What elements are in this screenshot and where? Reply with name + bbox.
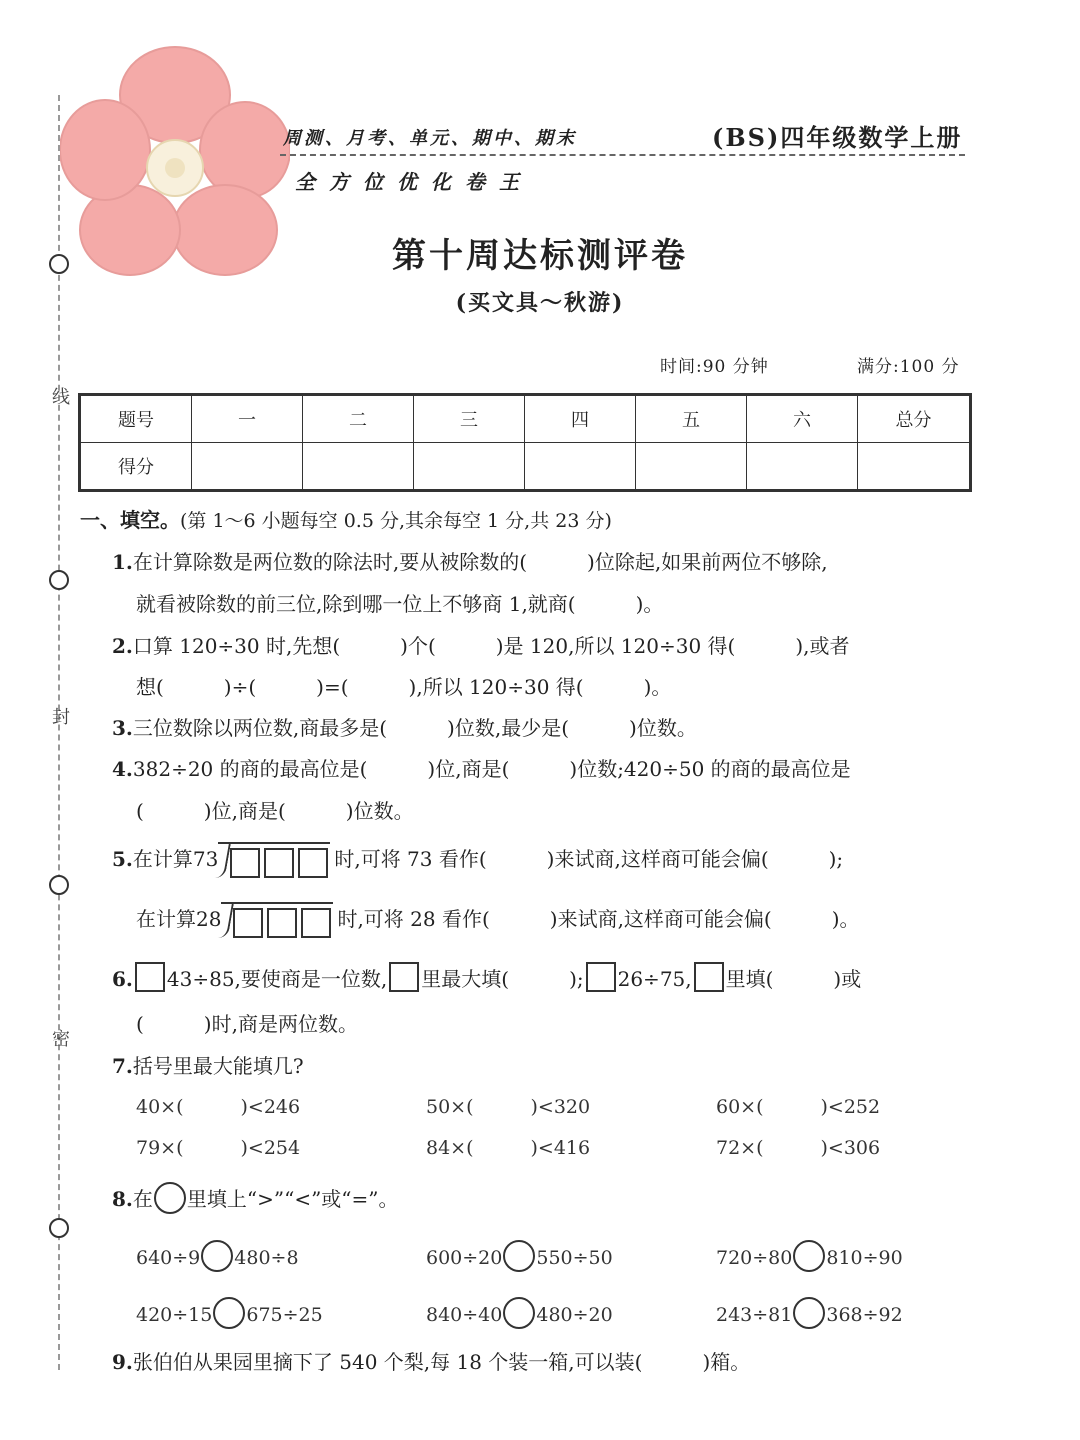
table-header: 三 (414, 395, 525, 443)
table-header: 一 (192, 395, 303, 443)
expr-right: 550÷50 (536, 1247, 613, 1269)
digit-box[interactable] (230, 848, 260, 878)
question-9 (112, 1346, 750, 1375)
question-text: 口算 120÷30 时,先想( )个( )是 120,所以 120÷30 得( ),或者 (132, 634, 850, 658)
time-limit: 时间:90 分钟 (660, 357, 769, 377)
compare-circle[interactable] (503, 1240, 535, 1272)
question-text: 26÷75, (617, 967, 692, 991)
question-text: ( )时,商是两位数。 (136, 1012, 358, 1036)
expr-left: 243÷81 (716, 1304, 793, 1326)
book-label: (BS)四年级数学上册 (712, 123, 963, 152)
question-text: 里填( )或 (725, 967, 862, 991)
question-text: 想( )÷( )=( ),所以 120÷30 得( )。 (136, 675, 672, 699)
fill-item: 40×( )<246 (136, 1096, 301, 1118)
question-number: 2. (112, 634, 133, 658)
row-label: 得分 (80, 443, 192, 491)
binding-char: 密 (52, 1029, 70, 1050)
table-header: 六 (747, 395, 858, 443)
question-text: ( )位,商是( )位数。 (136, 799, 414, 823)
compare-circle[interactable] (793, 1240, 825, 1272)
question-number: 3. (112, 716, 133, 740)
binding-char: 线 (52, 387, 70, 408)
digit-box[interactable] (135, 962, 165, 992)
question-5b (136, 902, 860, 938)
expr-right: 368÷92 (826, 1304, 903, 1326)
digit-box[interactable] (298, 848, 328, 878)
section-title: 一、填空。 (80, 508, 180, 532)
question-3 (112, 712, 697, 741)
question-text: 三位数除以两位数,商最多是( )位数,最少是( )位数。 (132, 716, 697, 740)
table-row (80, 395, 971, 443)
compare-item (136, 1240, 299, 1272)
expr-left: 420÷15 (136, 1304, 213, 1326)
question-number: 1. (112, 550, 133, 574)
score-cell[interactable] (858, 443, 971, 491)
question-text: 382÷20 的商的最高位是( )位,商是( )位数;420÷50 的商的最高位是 (132, 757, 851, 781)
question-text: 43÷85,要使商是一位数, (166, 967, 388, 991)
section-heading (80, 504, 612, 533)
question-text: 张伯伯从果园里摘下了 540 个梨,每 18 个装一箱,可以装( )箱。 (132, 1350, 751, 1374)
score-cell[interactable] (414, 443, 525, 491)
compare-item (426, 1297, 613, 1329)
table-header: 四 (525, 395, 636, 443)
full-score: 满分:100 分 (857, 357, 960, 377)
digit-box[interactable] (264, 848, 294, 878)
question-text: 在 (132, 1187, 153, 1211)
header-divider (280, 154, 965, 156)
question-text: 在计算28 (136, 907, 222, 931)
digit-box[interactable] (389, 962, 419, 992)
expr-left: 720÷80 (716, 1247, 793, 1269)
compare-circle[interactable] (201, 1240, 233, 1272)
series-label: 周测、月考、单元、期中、期末 (283, 128, 577, 149)
question-6 (112, 962, 861, 992)
compare-item (716, 1297, 903, 1329)
score-table (78, 393, 972, 492)
fill-item: 60×( )<252 (716, 1096, 881, 1118)
question-number: 8. (112, 1187, 133, 1211)
binding-char: 封 (52, 707, 70, 728)
question-text: 在计算除数是两位数的除法时,要从被除数的( )位除起,如果前两位不够除, (132, 550, 828, 574)
question-text: 就看被除数的前三位,除到哪一位上不够商 1,就商( )。 (136, 592, 664, 616)
circle-hole-icon (49, 1218, 69, 1238)
compare-item (136, 1297, 323, 1329)
expr-right: 480÷8 (234, 1247, 299, 1269)
circle-hole-icon (49, 875, 69, 895)
digit-box[interactable] (267, 908, 297, 938)
compare-circle[interactable] (213, 1297, 245, 1329)
fill-item: 79×( )<254 (136, 1137, 301, 1159)
compare-circle[interactable] (793, 1297, 825, 1329)
question-number: 5. (112, 847, 133, 871)
question-number: 6. (112, 967, 133, 991)
expr-left: 600÷20 (426, 1247, 503, 1269)
fill-item: 50×( )<320 (426, 1096, 591, 1118)
expr-right: 810÷90 (826, 1247, 903, 1269)
compare-circle[interactable] (503, 1297, 535, 1329)
expr-left: 840÷40 (426, 1304, 503, 1326)
long-division-bracket (221, 902, 333, 938)
question-text: 在计算73 (132, 847, 219, 871)
digit-box[interactable] (694, 962, 724, 992)
table-header: 二 (303, 395, 414, 443)
page-title: 第十周达标测评卷 (392, 236, 688, 276)
long-division-bracket (218, 842, 330, 878)
table-header: 题号 (80, 395, 192, 443)
question-number: 9. (112, 1350, 133, 1374)
question-text: 时,可将 28 看作( )来试商,这样商可能会偏( )。 (337, 907, 860, 931)
question-number: 4. (112, 757, 133, 781)
question-2 (112, 630, 850, 659)
compare-circle (154, 1182, 186, 1214)
expr-right: 675÷25 (246, 1304, 323, 1326)
question-text: 时,可将 73 看作( )来试商,这样商可能会偏( ); (334, 847, 844, 871)
digit-box[interactable] (301, 908, 331, 938)
brand-label: 全方位优化卷王 (295, 170, 533, 194)
expr-right: 480÷20 (536, 1304, 613, 1326)
score-cell[interactable] (192, 443, 303, 491)
page-subtitle: (买文具～秋游) (455, 290, 625, 316)
fill-item: 72×( )<306 (716, 1137, 881, 1159)
question-text: 里最大填( ); (421, 967, 584, 991)
expr-left: 640÷9 (136, 1247, 201, 1269)
fill-item: 84×( )<416 (426, 1137, 591, 1159)
score-cell[interactable] (747, 443, 858, 491)
question-text: 括号里最大能填几? (132, 1054, 304, 1078)
question-5 (112, 842, 843, 878)
score-cell[interactable] (636, 443, 747, 491)
table-row (80, 443, 971, 491)
question-4 (112, 753, 851, 782)
section-note: (第 1～6 小题每空 0.5 分,其余每空 1 分,共 23 分) (180, 510, 612, 532)
question-1 (112, 546, 828, 575)
score-cell[interactable] (303, 443, 414, 491)
question-7 (112, 1050, 304, 1079)
score-cell[interactable] (525, 443, 636, 491)
table-header: 总分 (858, 395, 971, 443)
question-number: 7. (112, 1054, 133, 1078)
question-text: 里填上“>”“<”或“=”。 (186, 1187, 399, 1211)
compare-item (426, 1240, 613, 1272)
table-header: 五 (636, 395, 747, 443)
circle-hole-icon (49, 570, 69, 590)
question-8 (112, 1182, 399, 1214)
digit-box[interactable] (233, 908, 263, 938)
digit-box[interactable] (586, 962, 616, 992)
compare-item (716, 1240, 903, 1272)
